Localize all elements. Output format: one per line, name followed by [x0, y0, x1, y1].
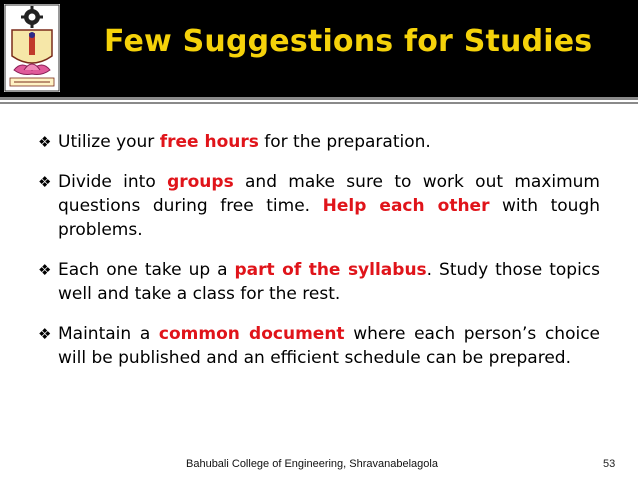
bullet-item	[38, 130, 600, 154]
highlighted-text: part of the syllabus	[234, 260, 427, 280]
footer-institution: Bahubali College of Engineering, Shravanabelagola	[186, 458, 438, 470]
header-divider-thin	[0, 102, 638, 104]
bullet-text: Utilize your	[58, 132, 160, 152]
bullet-item	[38, 170, 600, 242]
bullet-text: and make sure to work out maximum questions during free time.	[58, 172, 600, 216]
bullet-item	[38, 322, 600, 370]
header-divider	[0, 97, 638, 100]
bullet-text: Maintain a	[58, 324, 159, 344]
slide-header	[0, 0, 638, 97]
bullet-text: with tough problems.	[58, 196, 601, 240]
highlighted-text: free hours	[159, 132, 259, 152]
bullet-list	[38, 130, 600, 386]
highlighted-text: Help each other	[322, 196, 490, 216]
bullet-text: Each one take up a	[58, 260, 235, 280]
diamond-bullet-icon: ❖	[38, 325, 52, 343]
bullet-text: where each person’s choice will be published and an efficient schedule can be prepared.	[58, 324, 600, 368]
bullet-text: . Study those topics well and take a class for the rest.	[58, 260, 600, 304]
bullet-text: for the preparation.	[258, 132, 431, 152]
slide-title: Few Suggestions for Studies	[104, 24, 593, 59]
diamond-bullet-icon: ❖	[38, 261, 52, 279]
college-logo-icon	[4, 4, 60, 92]
bullet-text: Divide into	[58, 172, 168, 192]
bullet-item	[38, 258, 600, 306]
highlighted-text: common document	[158, 324, 345, 344]
diamond-bullet-icon: ❖	[38, 133, 52, 151]
highlighted-text: groups	[167, 172, 234, 192]
diamond-bullet-icon: ❖	[38, 173, 52, 191]
page-number: 53	[603, 458, 616, 470]
